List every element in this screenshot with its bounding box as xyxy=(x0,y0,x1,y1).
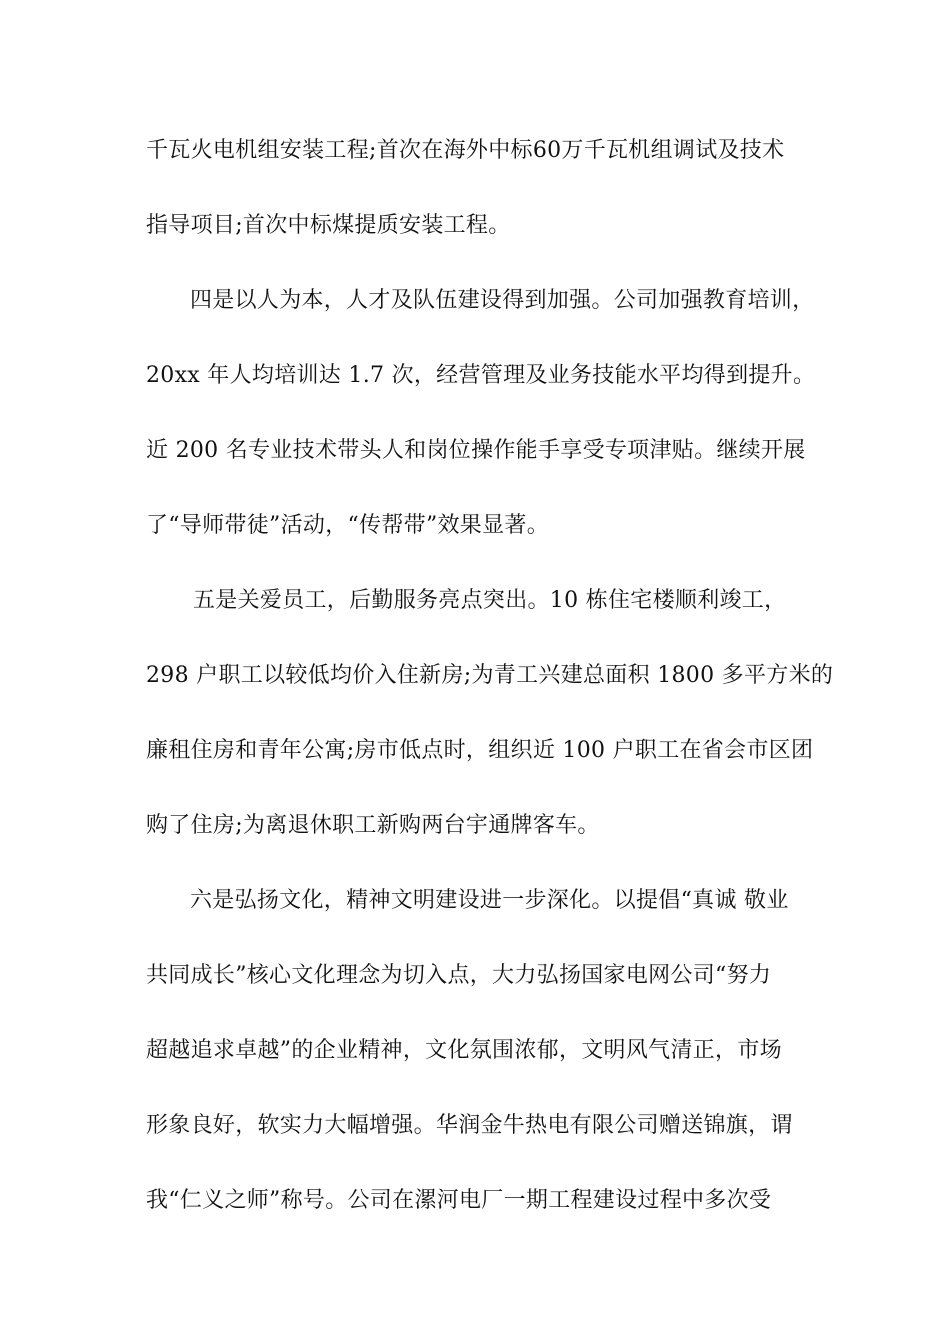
text-line: 形象良好，软实力大幅增强。华润金牛热电有限公司赠送锦旗，谓 xyxy=(146,1113,793,1138)
text-line: 共同成长”核心文化理念为切入点，大力弘扬国家电网公司“努力 xyxy=(146,963,772,988)
text-line: 我“仁义之师”称号。公司在漯河电厂一期工程建设过程中多次受 xyxy=(146,1188,772,1213)
text-line: 指导项目;首次中标煤提质安装工程。 xyxy=(146,213,511,238)
paragraph-start-line: 五是关爱员工，后勤服务亮点突出。10 栋住宅楼顺利竣工， xyxy=(193,588,787,613)
paragraph-start-line: 六是弘扬文化，精神文明建设进一步深化。以提倡“真诚 敬业 xyxy=(190,888,789,913)
text-line: 近 200 名专业技术带头人和岗位操作能手享受专项津贴。继续开展 xyxy=(146,438,806,463)
text-line: 购了住房;为离退休职工新购两台宇通牌客车。 xyxy=(146,813,600,838)
text-line: 了“导师带徒”活动，“传帮带”效果显著。 xyxy=(146,513,549,538)
text-line: 20xx 年人均培训达 1.7 次，经营管理及业务技能水平均得到提升。 xyxy=(146,363,816,388)
text-line: 298 户职工以较低均价入住新房;为青工兴建总面积 1800 多平方米的 xyxy=(146,663,834,688)
text-line: 超越追求卓越”的企业精神，文化氛围浓郁，文明风气清正，市场 xyxy=(146,1038,782,1063)
text-line: 廉租住房和青年公寓;房市低点时，组织近 100 户职工在省会市区团 xyxy=(146,738,814,763)
text-line: 千瓦火电机组安装工程;首次在海外中标60万千瓦机组调试及技术 xyxy=(146,138,785,163)
paragraph-start-line: 四是以人为本，人才及队伍建设得到加强。公司加强教育培训， xyxy=(190,288,815,313)
